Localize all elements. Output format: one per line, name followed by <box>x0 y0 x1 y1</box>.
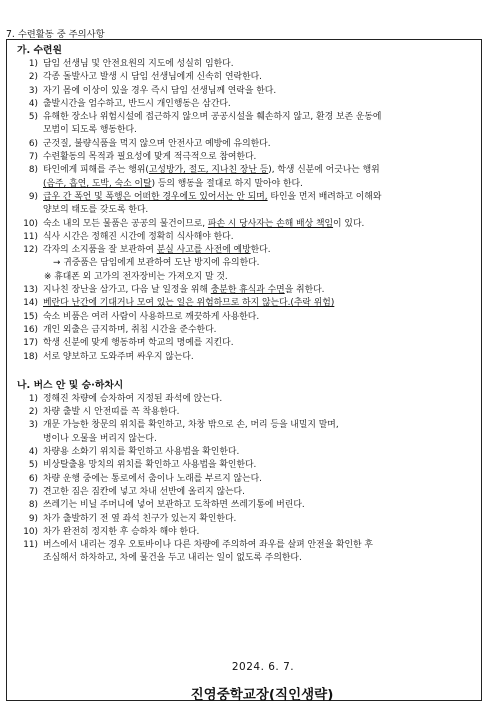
item-text <box>43 324 473 337</box>
item-text <box>43 459 473 472</box>
item-line <box>43 552 473 565</box>
text-segment: 차량 운행 중에는 통로에서 춤이나 노래를 부르지 않는다. <box>43 473 262 484</box>
item-number: 2) <box>28 72 38 83</box>
valuables-note: → 귀중품은 담임에게 보관하여 도난 방지에 유의한다. <box>53 258 260 269</box>
item-line <box>43 513 473 526</box>
item-text <box>43 499 473 512</box>
item-line <box>43 297 473 310</box>
item-line <box>43 124 473 137</box>
training-center-rules <box>17 58 473 257</box>
list-item <box>17 231 473 244</box>
item-line <box>43 393 473 406</box>
text-segment: 양보의 태도를 갖도록 한다. <box>43 205 149 216</box>
item-line <box>43 244 473 257</box>
item-number: 3) <box>28 85 38 96</box>
electronics-note: ※ 휴대폰 외 고가의 전자장비는 가져오지 말 것. <box>44 271 228 282</box>
item-text <box>43 393 473 406</box>
list-item <box>17 513 473 526</box>
text-segment: 비상탈출용 망치의 위치를 확인하고 사용법을 확인한다. <box>43 460 257 471</box>
text-segment: 자기 몸에 이상이 있을 경우 즉시 담임 선생님께 연락을 한다. <box>43 85 277 96</box>
list-item <box>17 111 473 138</box>
list-item <box>17 473 473 486</box>
item-line <box>43 311 473 324</box>
item-line <box>43 231 473 244</box>
text-segment: 담임 선생님 및 안전요원의 지도에 성실히 임한다. <box>43 59 234 69</box>
item-line <box>43 351 473 364</box>
item-text <box>43 486 473 499</box>
list-item <box>17 85 473 98</box>
list-item <box>17 499 473 512</box>
notice-date: 2024. 6. 7. <box>231 661 295 673</box>
item-text <box>43 406 473 419</box>
notice-box <box>6 39 482 701</box>
text-segment: 서로 양보하고 도와주며 싸우지 않는다. <box>43 351 194 362</box>
item-number: 1) <box>28 59 38 69</box>
item-text <box>43 244 473 257</box>
item-text <box>43 526 473 539</box>
text-segment: 숙소 비품은 여러 사람이 사용하므로 깨끗하게 사용한다. <box>43 311 260 322</box>
item-text <box>43 164 473 191</box>
item-line <box>43 111 473 124</box>
item-number: 3) <box>28 420 38 431</box>
item-line <box>43 433 473 446</box>
item-text <box>43 513 473 526</box>
text-segment: 차량용 소화기 위치를 확인하고 사용법을 확인한다. <box>43 447 240 458</box>
underlined-text: 분실 사고를 사전에 예방 <box>156 245 251 256</box>
list-item <box>17 419 473 446</box>
item-text <box>43 111 473 138</box>
item-text <box>43 151 473 164</box>
item-number: 10) <box>23 526 38 537</box>
item-line <box>43 526 473 539</box>
underlined-text: ( <box>43 178 47 189</box>
item-number: 11) <box>23 231 38 242</box>
item-text <box>43 218 473 231</box>
list-item <box>17 151 473 164</box>
item-text <box>43 297 473 310</box>
page-title: 7. 수련활동 중 주의사항 <box>6 29 105 40</box>
text-segment: 개문 가능한 창문의 위치를 확인하고, 차창 밖으로 손, 머리 등을 내밀지 말며, <box>43 420 339 431</box>
item-number: 4) <box>28 98 38 109</box>
list-item <box>17 297 473 310</box>
item-number: 5) <box>28 460 38 471</box>
item-number: 18) <box>23 351 38 362</box>
item-text <box>43 351 473 364</box>
text-segment: 수련활동의 목적과 필요성에 맞게 적극적으로 참여한다. <box>43 152 257 163</box>
text-segment: 을 취한다. <box>284 285 325 296</box>
item-text <box>43 446 473 459</box>
item-line <box>43 473 473 486</box>
item-line <box>43 324 473 337</box>
item-line <box>43 459 473 472</box>
item-number: 2) <box>28 407 38 418</box>
item-text <box>43 85 473 98</box>
item-line <box>43 539 473 552</box>
section-heading-bus: 나. 버스 안 및 승·하차시 <box>17 379 124 391</box>
list-item <box>17 459 473 472</box>
item-text <box>43 337 473 350</box>
text-segment: ) 등의 행동을 절대로 하지 말아야 한다. <box>151 178 303 189</box>
item-number: 8) <box>28 165 38 176</box>
text-segment: 병이나 오물을 버리지 않는다. <box>43 433 157 444</box>
underlined-text: 파손 시 당사자는 손해 배상 책임 <box>207 218 334 229</box>
item-line <box>43 218 473 231</box>
underlined-text: 급우 간 폭언 및 폭행은 어떠한 경우에도 있어서는 안 되며, <box>43 191 268 202</box>
text-segment: 타인에게 피해를 주는 행위( <box>43 165 149 176</box>
item-line <box>43 406 473 419</box>
text-segment: 버스에서 내리는 경우 오토바이나 다른 차량에 주의하여 좌우를 살펴 안전을 확인한 후 <box>43 540 373 551</box>
item-text <box>43 473 473 486</box>
item-text <box>43 284 473 297</box>
item-text <box>43 231 473 244</box>
item-number: 15) <box>23 311 38 322</box>
item-line <box>43 164 473 177</box>
item-line <box>43 499 473 512</box>
list-item <box>17 337 473 350</box>
text-segment: ), 학생 신분에 어긋나는 행위 <box>268 165 380 176</box>
underlined-text: 고성방가, 절도, 지나친 장난 등 <box>148 165 269 176</box>
item-text <box>43 419 473 446</box>
text-segment: 각종 돌발사고 발생 시 담임 선생님에게 신속히 연락한다. <box>43 72 262 83</box>
item-number: 14) <box>23 298 38 309</box>
list-item <box>17 311 473 324</box>
text-segment: 유해한 장소나 위험시설에 접근하지 않으며 공공시설을 훼손하지 않고, 환경 보존 운동에 <box>43 112 382 123</box>
text-segment: 모범이 되도록 행동한다. <box>43 125 137 136</box>
item-number: 9) <box>28 191 38 202</box>
item-line <box>43 98 473 111</box>
text-segment: 학생 신분에 맞게 행동하며 학교의 명예를 지킨다. <box>43 338 234 349</box>
text-segment: 개인 외출은 금지하며, 취침 시간을 준수한다. <box>43 324 217 335</box>
list-item <box>17 539 473 566</box>
text-segment: 숙소 내의 모든 물품은 공공의 물건이므로, <box>43 218 208 229</box>
list-item <box>17 191 473 218</box>
item-text <box>43 58 473 71</box>
list-item <box>17 446 473 459</box>
item-number: 4) <box>28 447 38 458</box>
list-item <box>17 164 473 191</box>
text-segment: 식사 시간은 정해진 시간에 정확히 식사해야 한다. <box>43 231 234 242</box>
underlined-text: 음주, 흡연, 도박, 숙소 이탈 <box>46 178 152 189</box>
item-line <box>43 486 473 499</box>
training-center-rules-continued <box>17 284 473 364</box>
item-line <box>43 71 473 84</box>
list-item <box>17 406 473 419</box>
section-heading-training-center: 가. 수련원 <box>17 45 62 56</box>
list-item <box>17 284 473 297</box>
item-line <box>43 337 473 350</box>
item-line <box>43 58 473 71</box>
text-segment: 견고한 짐은 짐칸에 넣고 차내 선반에 올리지 않는다. <box>43 486 245 497</box>
item-line <box>43 138 473 151</box>
item-line <box>43 151 473 164</box>
item-text <box>43 311 473 324</box>
text-segment: 군것질, 불량식품을 먹지 않으며 안전사고 예방에 유의한다. <box>43 138 271 149</box>
item-number: 12) <box>23 245 38 256</box>
bus-rules <box>17 393 473 566</box>
item-text <box>43 138 473 151</box>
list-item <box>17 351 473 364</box>
list-item <box>17 244 473 257</box>
list-item <box>17 98 473 111</box>
text-segment: 출발시간을 엄수하고, 반드시 개인행동은 삼간다. <box>43 98 231 109</box>
item-line <box>43 178 473 191</box>
item-number: 10) <box>23 218 38 229</box>
item-line <box>43 284 473 297</box>
list-item <box>17 138 473 151</box>
text-segment: 한다. <box>250 245 271 256</box>
text-segment: 이 있다. <box>333 218 365 229</box>
item-text <box>43 98 473 111</box>
item-text <box>43 539 473 566</box>
item-number: 11) <box>23 540 38 551</box>
item-number: 7) <box>28 152 38 163</box>
item-line <box>43 85 473 98</box>
text-segment: 차가 완전히 정지한 후 승하차 해야 한다. <box>43 526 200 537</box>
item-number: 8) <box>28 500 38 511</box>
text-segment: 차가 출발하기 전 옆 좌석 친구가 있는지 확인한다. <box>43 513 237 524</box>
item-number: 13) <box>23 285 38 296</box>
underlined-text: 베란다 난간에 기대거나 모여 있는 일은 위험하므로 하지 않는다.(추락 위험) <box>43 298 335 309</box>
item-number: 16) <box>23 324 38 335</box>
item-line <box>43 204 473 217</box>
principal-signature: 진영중학교장(직인생략) <box>190 687 334 703</box>
item-text <box>43 71 473 84</box>
item-line <box>43 419 473 432</box>
text-segment: 정해진 차량에 승차하여 지정된 좌석에 앉는다. <box>43 393 223 404</box>
list-item <box>17 393 473 406</box>
text-segment: 차량 출발 시 안전띠를 꼭 착용한다. <box>43 407 180 418</box>
item-number: 9) <box>28 513 38 524</box>
text-segment: 각자의 소지품을 잘 보관하여 <box>43 245 157 256</box>
item-number: 1) <box>28 393 38 404</box>
item-number: 5) <box>28 112 38 123</box>
list-item <box>17 71 473 84</box>
item-number: 6) <box>28 473 38 484</box>
list-item <box>17 486 473 499</box>
text-segment: 조심해서 하차하고, 차에 물건을 두고 내리는 일이 없도록 주의한다. <box>43 553 302 564</box>
item-line <box>43 446 473 459</box>
text-segment: 쓰레기는 비닐 주머니에 넣어 보관하고 도착하면 쓰레기통에 버린다. <box>43 500 305 511</box>
item-number: 6) <box>28 138 38 149</box>
list-item <box>17 58 473 71</box>
item-text <box>43 191 473 218</box>
list-item <box>17 218 473 231</box>
item-number: 7) <box>28 486 38 497</box>
text-segment: 타인을 먼저 배려하고 이해와 <box>267 191 382 202</box>
text-segment: 지나친 장난을 삼가고, 다음 날 일정을 위해 <box>43 285 211 296</box>
list-item <box>17 324 473 337</box>
list-item <box>17 526 473 539</box>
item-line <box>43 191 473 204</box>
underlined-text: 충분한 휴식과 수면 <box>210 285 285 296</box>
item-number: 17) <box>23 338 38 349</box>
